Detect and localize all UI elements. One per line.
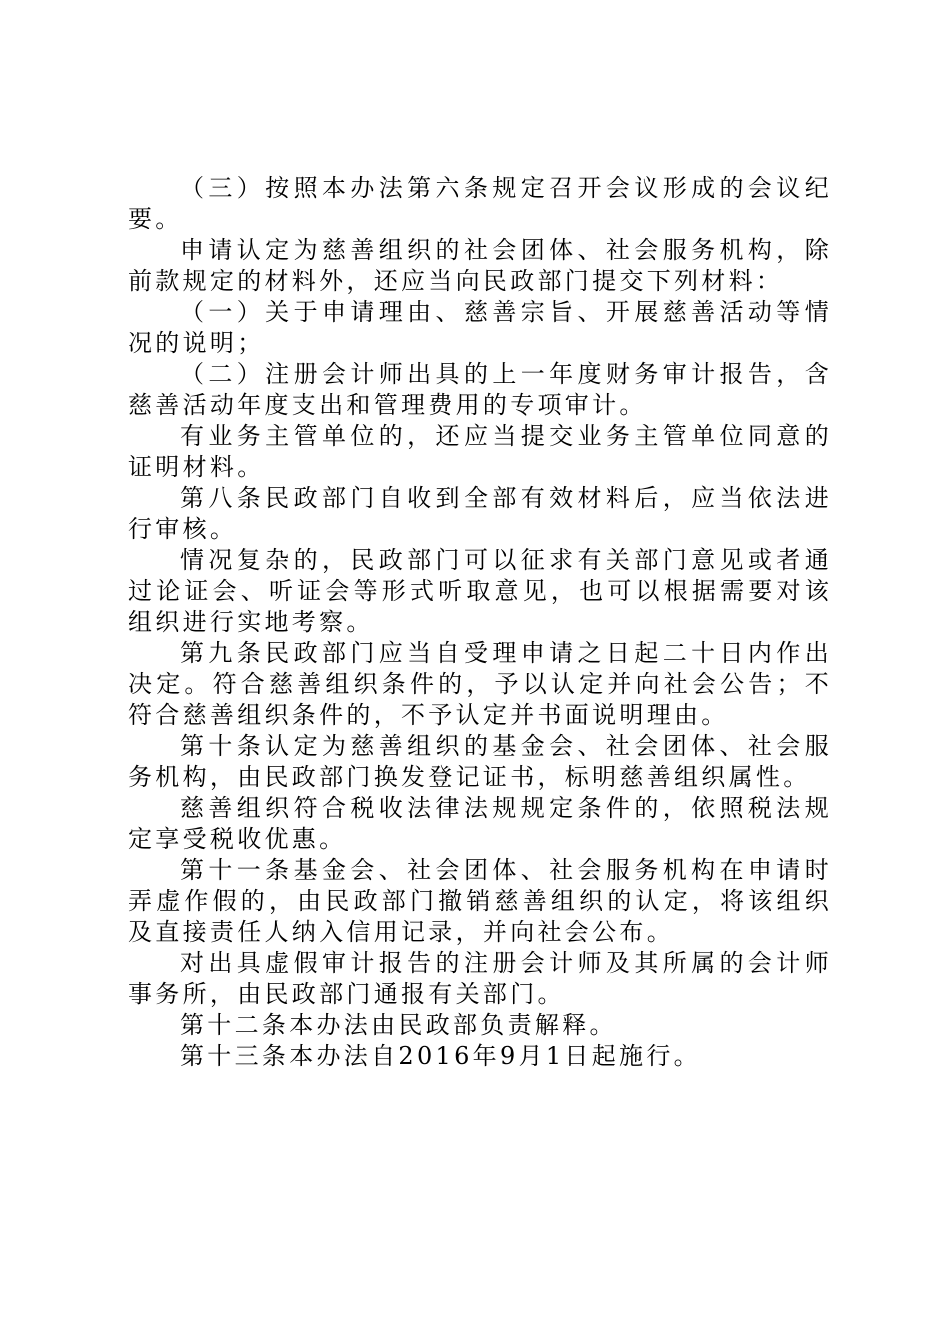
paragraph-tax-benefits: 慈善组织符合税收法律法规规定条件的，依照税法规定享受税收优惠。 [128,794,832,853]
document-body [128,173,832,1072]
paragraph-article-13: 第十三条本办法自2016年9月1日起施行。 [180,1042,701,1070]
paragraph-item-two: （二）注册会计师出具的上一年度财务审计报告，含慈善活动年度支出和管理费用的专项审计。 [128,360,832,419]
paragraph-article-10: 第十条认定为慈善组织的基金会、社会团体、社会服务机构，由民政部门换发登记证书，标明慈善组织属性。 [128,732,832,791]
paragraph-article-9: 第九条民政部门应当自受理申请之日起二十日内作出决定。符合慈善组织条件的，予以认定并向社会公告；不符合慈善组织条件的，不予认定并书面说明理由。 [128,639,832,729]
paragraph-supervisor-approval: 有业务主管单位的，还应当提交业务主管单位同意的证明材料。 [128,422,832,481]
paragraph-meeting-minutes: （三）按照本办法第六条规定召开会议形成的会议纪要。 [128,174,832,233]
paragraph-item-one: （一）关于申请理由、慈善宗旨、开展慈善活动等情况的说明； [128,298,832,357]
paragraph-article-8: 第八条民政部门自收到全部有效材料后，应当依法进行审核。 [128,484,832,543]
paragraph-complex-cases: 情况复杂的，民政部门可以征求有关部门意见或者通过论证会、听证会等形式听取意见，也可以根据需要对该组织进行实地考察。 [128,546,832,636]
paragraph-article-12: 第十二条本办法由民政部负责解释。 [180,1011,617,1039]
paragraph-article-11: 第十一条基金会、社会团体、社会服务机构在申请时弄虚作假的，由民政部门撤销慈善组织的认定，将该组织及直接责任人纳入信用记录，并向社会公布。 [128,856,832,946]
paragraph-false-audit: 对出具虚假审计报告的注册会计师及其所属的会计师事务所，由民政部门通报有关部门。 [128,949,832,1008]
paragraph-additional-materials: 申请认定为慈善组织的社会团体、社会服务机构，除前款规定的材料外，还应当向民政部门提交下列材料： [128,236,832,295]
